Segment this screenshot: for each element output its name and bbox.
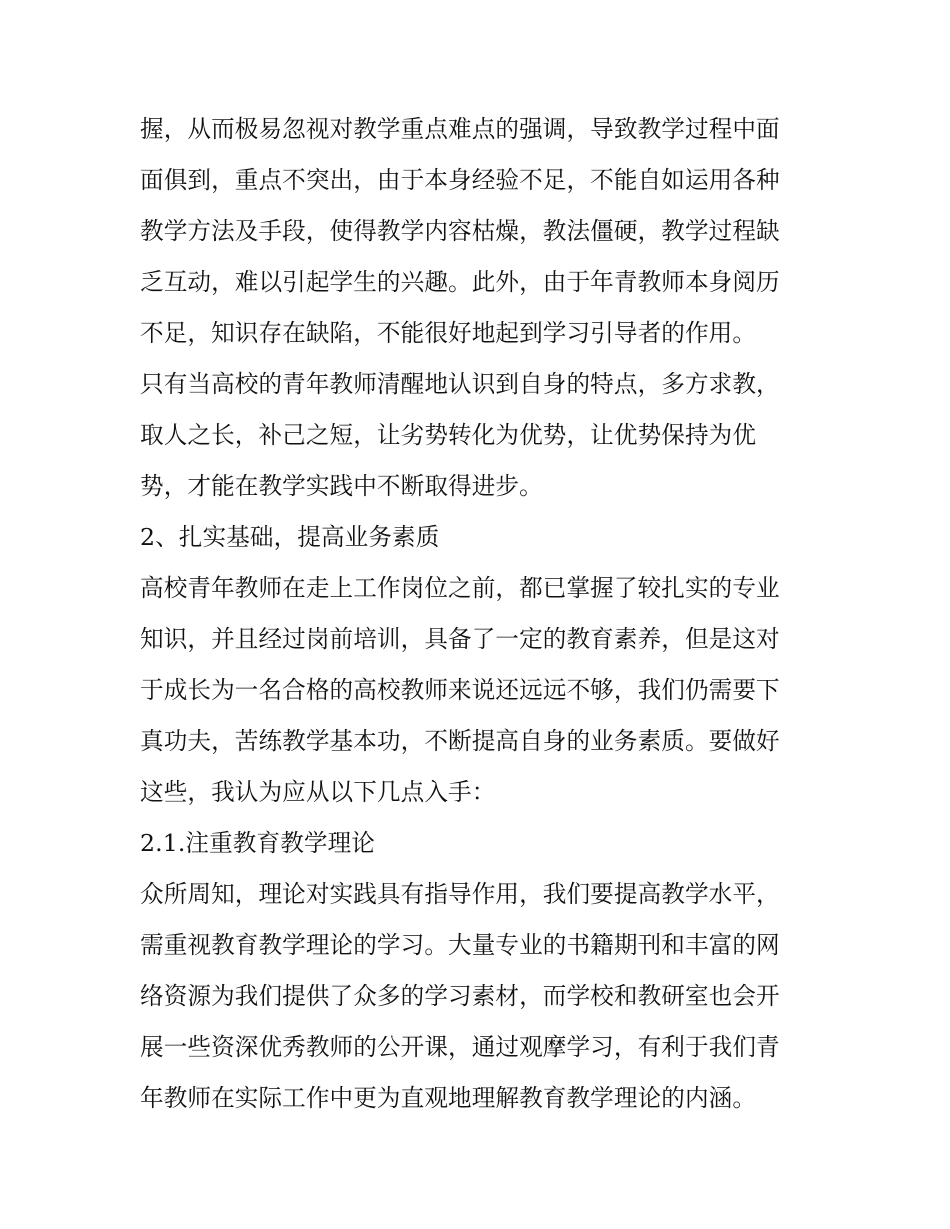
- document-body: [140, 104, 820, 1124]
- paragraph-line: 乏互动，难以引起学生的兴趣。此外，由于年青教师本身阅历: [140, 268, 780, 296]
- paragraph-line: 众所周知，理论对实践具有指导作用，我们要提高教学水平，: [140, 880, 780, 908]
- paragraph-line: 高校青年教师在走上工作岗位之前，都已掌握了较扎实的专业: [140, 574, 780, 602]
- paragraph-line: 取人之长，补己之短，让劣势转化为优势，让优势保持为优: [140, 421, 757, 449]
- subsection-heading: 2.1.注重教育教学理论: [140, 829, 375, 857]
- paragraph-line: 于成长为一名合格的高校教师来说还远远不够，我们仍需要下: [140, 676, 780, 704]
- section-heading: 2、扎实基础，提高业务素质: [140, 523, 440, 551]
- paragraph-line: 教学方法及手段，使得教学内容枯燥，教法僵硬，教学过程缺: [140, 217, 780, 245]
- paragraph-line: 真功夫，苦练教学基本功，不断提高自身的业务素质。要做好: [140, 727, 780, 755]
- paragraph-line: 不足，知识存在缺陷，不能很好地起到学习引导者的作用。: [140, 319, 757, 347]
- paragraph-line: 这些，我认为应从以下几点入手：: [140, 778, 496, 806]
- paragraph-line: 势，才能在教学实践中不断取得进步。: [140, 472, 543, 500]
- paragraph-line: 需重视教育教学理论的学习。大量专业的书籍期刊和丰富的网: [140, 931, 780, 959]
- paragraph-line: 知识，并且经过岗前培训，具备了一定的教育素养，但是这对: [140, 625, 780, 653]
- paragraph-line: 络资源为我们提供了众多的学习素材，而学校和教研室也会开: [140, 982, 780, 1010]
- paragraph-line: 展一些资深优秀教师的公开课，通过观摩学习，有利于我们青: [140, 1033, 780, 1061]
- paragraph-line: 面俱到，重点不突出，由于本身经验不足，不能自如运用各种: [140, 166, 780, 194]
- paragraph-line: 年教师在实际工作中更为直观地理解教育教学理论的内涵。: [140, 1084, 757, 1112]
- paragraph-line: 握，从而极易忽视对教学重点难点的强调，导致教学过程中面: [140, 115, 780, 143]
- paragraph-line: 只有当高校的青年教师清醒地认识到自身的特点，多方求教，: [140, 370, 780, 398]
